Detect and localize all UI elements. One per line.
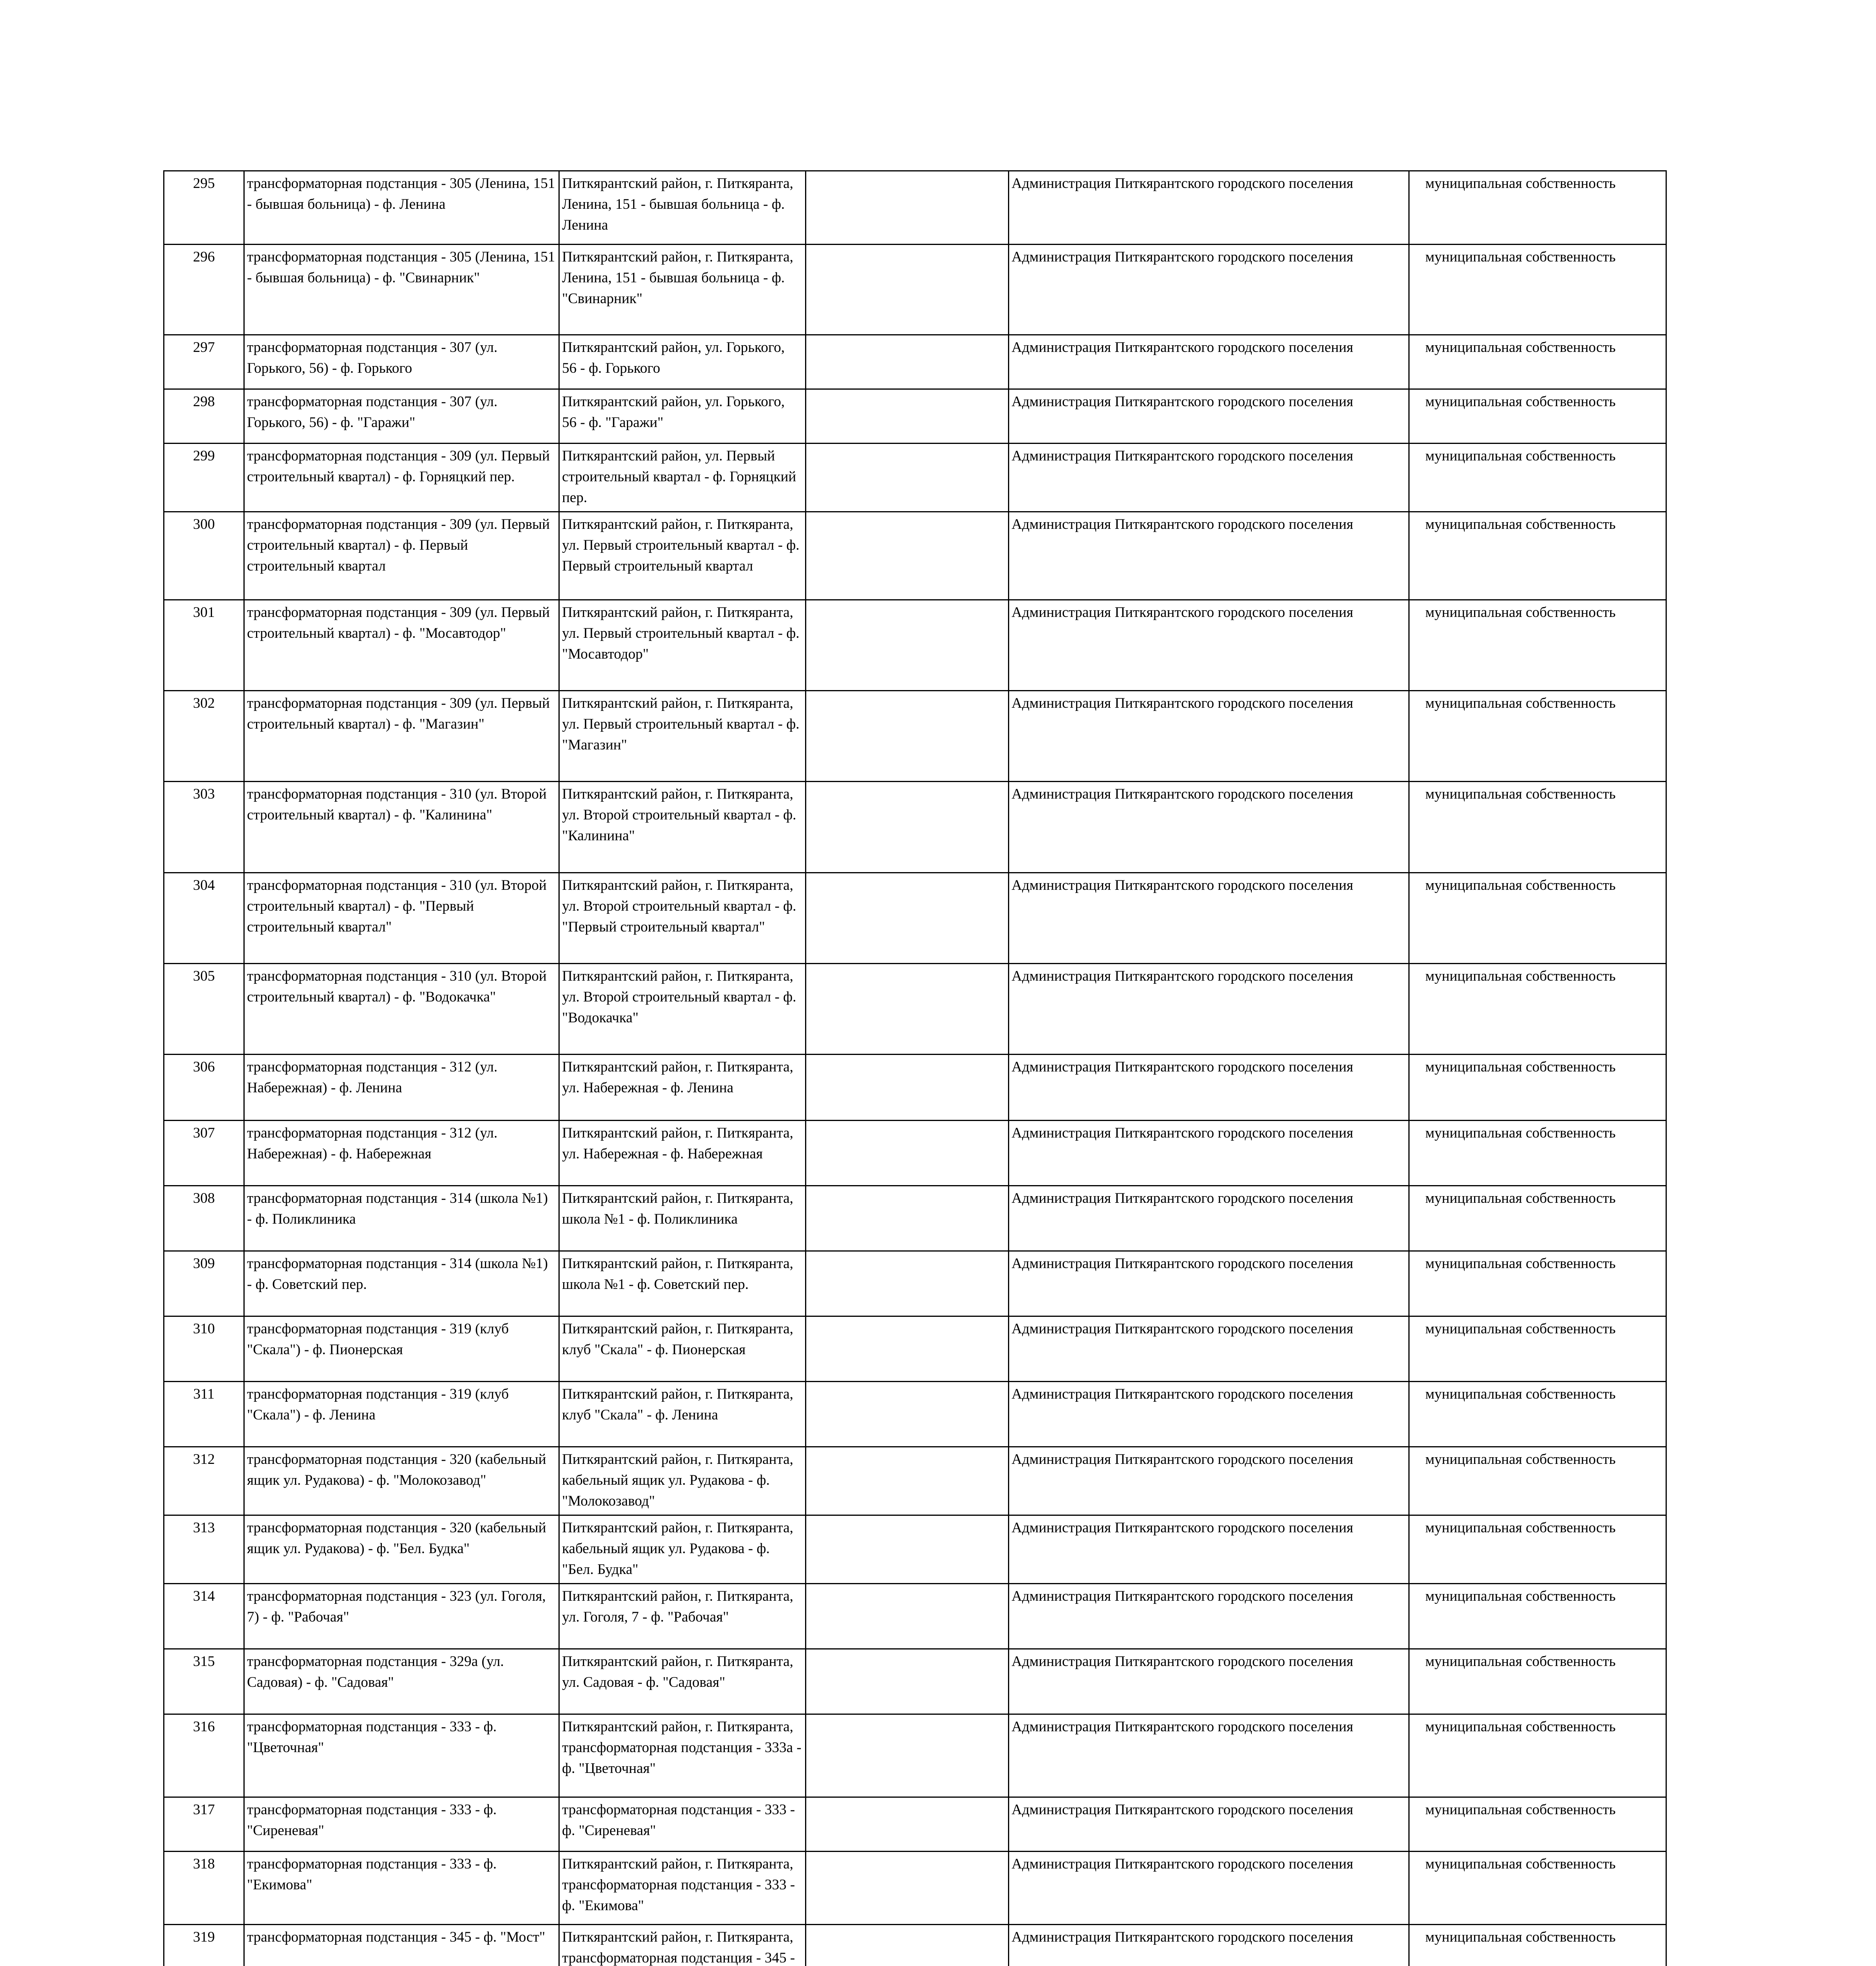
cell-empty: [806, 1649, 1009, 1714]
cell-ownership-form: муниципальная собственность: [1409, 782, 1666, 873]
cell-owner: Администрация Питкярантского городского поселения: [1009, 444, 1409, 512]
cell-number: 306: [164, 1055, 244, 1121]
cell-address: Питкярантский район, г. Питкяранта, трансформаторная подстанция - 345 -: [559, 1925, 806, 1966]
cell-address: Питкярантский район, г. Питкяранта, ул. Первый строительный квартал - ф. Первый строительный квартал: [559, 512, 806, 600]
table-row: [164, 1121, 1666, 1186]
table-row: [164, 171, 1666, 245]
cell-number: 303: [164, 782, 244, 873]
cell-number: 312: [164, 1447, 244, 1515]
cell-number: 319: [164, 1925, 244, 1966]
cell-number: 318: [164, 1852, 244, 1925]
cell-object-name: трансформаторная подстанция - 320 (кабельный ящик ул. Рудакова) - ф. "Молокозавод": [244, 1447, 559, 1515]
table-row: [164, 1925, 1666, 1966]
property-registry-table: [163, 170, 1667, 1966]
cell-ownership-form: муниципальная собственность: [1409, 1515, 1666, 1584]
cell-owner: Администрация Питкярантского городского поселения: [1009, 245, 1409, 335]
cell-empty: [806, 1714, 1009, 1797]
cell-address: Питкярантский район, г. Питкяранта, клуб "Скала" - ф. Пионерская: [559, 1316, 806, 1382]
cell-ownership-form: муниципальная собственность: [1409, 691, 1666, 782]
cell-address: Питкярантский район, г. Питкяранта, ул. Второй строительный квартал - ф. "Водокачка": [559, 964, 806, 1055]
cell-owner: Администрация Питкярантского городского поселения: [1009, 1316, 1409, 1382]
cell-address: Питкярантский район, г. Питкяранта, ул. Первый строительный квартал - ф. "Магазин": [559, 691, 806, 782]
cell-object-name: трансформаторная подстанция - 309 (ул. Первый строительный квартал) - ф. "Мосавтодор": [244, 600, 559, 691]
cell-ownership-form: муниципальная собственность: [1409, 245, 1666, 335]
cell-owner: Администрация Питкярантского городского поселения: [1009, 512, 1409, 600]
cell-ownership-form: муниципальная собственность: [1409, 1382, 1666, 1447]
cell-ownership-form: муниципальная собственность: [1409, 1251, 1666, 1316]
cell-number: 296: [164, 245, 244, 335]
cell-number: 299: [164, 444, 244, 512]
cell-owner: Администрация Питкярантского городского поселения: [1009, 782, 1409, 873]
cell-object-name: трансформаторная подстанция - 310 (ул. Второй строительный квартал) - ф. "Водокачка": [244, 964, 559, 1055]
cell-address: трансформаторная подстанция - 333 - ф. "Сиреневая": [559, 1797, 806, 1852]
table-row: [164, 1316, 1666, 1382]
cell-owner: Администрация Питкярантского городского поселения: [1009, 1186, 1409, 1251]
cell-address: Питкярантский район, г. Питкяранта, ул. Гоголя, 7 - ф. "Рабочая": [559, 1584, 806, 1649]
cell-address: Питкярантский район, г. Питкяранта, ул. Первый строительный квартал - ф. "Мосавтодор": [559, 600, 806, 691]
cell-empty: [806, 1251, 1009, 1316]
cell-address: Питкярантский район, г. Питкяранта, школа №1 - ф. Поликлиника: [559, 1186, 806, 1251]
cell-ownership-form: муниципальная собственность: [1409, 444, 1666, 512]
cell-number: 314: [164, 1584, 244, 1649]
cell-address: Питкярантский район, г. Питкяранта, кабельный ящик ул. Рудакова - ф. "Молокозавод": [559, 1447, 806, 1515]
cell-empty: [806, 1852, 1009, 1925]
cell-number: 307: [164, 1121, 244, 1186]
cell-owner: Администрация Питкярантского городского поселения: [1009, 1797, 1409, 1852]
cell-empty: [806, 600, 1009, 691]
cell-object-name: трансформаторная подстанция - 310 (ул. Второй строительный квартал) - ф. "Первый строительный квартал": [244, 873, 559, 964]
cell-ownership-form: муниципальная собственность: [1409, 1447, 1666, 1515]
cell-owner: Администрация Питкярантского городского поселения: [1009, 1055, 1409, 1121]
cell-number: 302: [164, 691, 244, 782]
cell-number: 305: [164, 964, 244, 1055]
cell-empty: [806, 1186, 1009, 1251]
table-row: [164, 600, 1666, 691]
cell-number: 317: [164, 1797, 244, 1852]
cell-ownership-form: муниципальная собственность: [1409, 389, 1666, 444]
cell-number: 301: [164, 600, 244, 691]
cell-number: 304: [164, 873, 244, 964]
cell-empty: [806, 1055, 1009, 1121]
table-row: [164, 1584, 1666, 1649]
cell-ownership-form: муниципальная собственность: [1409, 512, 1666, 600]
cell-number: 308: [164, 1186, 244, 1251]
cell-empty: [806, 1584, 1009, 1649]
cell-owner: Администрация Питкярантского городского поселения: [1009, 600, 1409, 691]
cell-number: 316: [164, 1714, 244, 1797]
table-row: [164, 245, 1666, 335]
cell-address: Питкярантский район, г. Питкяранта, ул. Набережная - ф. Ленина: [559, 1055, 806, 1121]
cell-owner: Администрация Питкярантского городского поселения: [1009, 964, 1409, 1055]
table-row: [164, 1382, 1666, 1447]
cell-address: Питкярантский район, г. Питкяранта, клуб "Скала" - ф. Ленина: [559, 1382, 806, 1447]
cell-object-name: трансформаторная подстанция - 333 - ф. "Сиреневая": [244, 1797, 559, 1852]
cell-address: Питкярантский район, г. Питкяранта, трансформаторная подстанция - 333а - ф. "Цветочная": [559, 1714, 806, 1797]
cell-object-name: трансформаторная подстанция - 323 (ул. Гоголя, 7) - ф. "Рабочая": [244, 1584, 559, 1649]
cell-address: Питкярантский район, г. Питкяранта, Ленина, 151 - бывшая больница - ф. "Свинарник": [559, 245, 806, 335]
cell-address: Питкярантский район, г. Питкяранта, трансформаторная подстанция - 333 - ф. "Екимова": [559, 1852, 806, 1925]
table-row: [164, 691, 1666, 782]
cell-owner: Администрация Питкярантского городского поселения: [1009, 873, 1409, 964]
table-row: [164, 1797, 1666, 1852]
table-row: [164, 782, 1666, 873]
cell-owner: Администрация Питкярантского городского поселения: [1009, 1382, 1409, 1447]
cell-owner: Администрация Питкярантского городского поселения: [1009, 1714, 1409, 1797]
cell-object-name: трансформаторная подстанция - 312 (ул. Набережная) - ф. Ленина: [244, 1055, 559, 1121]
cell-ownership-form: муниципальная собственность: [1409, 1316, 1666, 1382]
cell-address: Питкярантский район, г. Питкяранта, ул. Садовая - ф. "Садовая": [559, 1649, 806, 1714]
cell-object-name: трансформаторная подстанция - 307 (ул. Горького, 56) - ф. Горького: [244, 335, 559, 389]
table-row: [164, 389, 1666, 444]
cell-empty: [806, 335, 1009, 389]
cell-object-name: трансформаторная подстанция - 329а (ул. Садовая) - ф. "Садовая": [244, 1649, 559, 1714]
cell-address: Питкярантский район, г. Питкяранта, ул. Набережная - ф. Набережная: [559, 1121, 806, 1186]
cell-ownership-form: муниципальная собственность: [1409, 1055, 1666, 1121]
cell-owner: Администрация Питкярантского городского поселения: [1009, 1852, 1409, 1925]
cell-ownership-form: муниципальная собственность: [1409, 1121, 1666, 1186]
cell-ownership-form: муниципальная собственность: [1409, 1584, 1666, 1649]
cell-ownership-form: муниципальная собственность: [1409, 600, 1666, 691]
cell-object-name: трансформаторная подстанция - 309 (ул. Первый строительный квартал) - ф. "Магазин": [244, 691, 559, 782]
cell-ownership-form: муниципальная собственность: [1409, 1649, 1666, 1714]
cell-ownership-form: муниципальная собственность: [1409, 1186, 1666, 1251]
cell-number: 295: [164, 171, 244, 245]
cell-ownership-form: муниципальная собственность: [1409, 1714, 1666, 1797]
cell-address: Питкярантский район, г. Питкяранта, кабельный ящик ул. Рудакова - ф. "Бел. Будка": [559, 1515, 806, 1584]
cell-number: 310: [164, 1316, 244, 1382]
cell-ownership-form: муниципальная собственность: [1409, 1852, 1666, 1925]
cell-address: Питкярантский район, г. Питкяранта, Ленина, 151 - бывшая больница - ф. Ленина: [559, 171, 806, 245]
cell-empty: [806, 1382, 1009, 1447]
cell-object-name: трансформаторная подстанция - 307 (ул. Горького, 56) - ф. "Гаражи": [244, 389, 559, 444]
cell-number: 315: [164, 1649, 244, 1714]
cell-owner: Администрация Питкярантского городского поселения: [1009, 335, 1409, 389]
cell-object-name: трансформаторная подстанция - 312 (ул. Набережная) - ф. Набережная: [244, 1121, 559, 1186]
cell-number: 297: [164, 335, 244, 389]
cell-empty: [806, 444, 1009, 512]
cell-number: 309: [164, 1251, 244, 1316]
cell-owner: Администрация Питкярантского городского поселения: [1009, 1925, 1409, 1966]
cell-number: 313: [164, 1515, 244, 1584]
table-row: [164, 512, 1666, 600]
cell-address: Питкярантский район, ул. Первый строительный квартал - ф. Горняцкий пер.: [559, 444, 806, 512]
cell-object-name: трансформаторная подстанция - 314 (школа №1) - ф. Поликлиника: [244, 1186, 559, 1251]
cell-ownership-form: муниципальная собственность: [1409, 1797, 1666, 1852]
cell-empty: [806, 691, 1009, 782]
cell-address: Питкярантский район, ул. Горького, 56 - ф. "Гаражи": [559, 389, 806, 444]
table-row: [164, 1852, 1666, 1925]
cell-number: 298: [164, 389, 244, 444]
table-row: [164, 873, 1666, 964]
table-row: [164, 964, 1666, 1055]
cell-address: Питкярантский район, г. Питкяранта, школа №1 - ф. Советский пер.: [559, 1251, 806, 1316]
cell-object-name: трансформаторная подстанция - 333 - ф. "Екимова": [244, 1852, 559, 1925]
cell-empty: [806, 512, 1009, 600]
cell-number: 300: [164, 512, 244, 600]
cell-empty: [806, 1925, 1009, 1966]
table-row: [164, 1186, 1666, 1251]
cell-empty: [806, 782, 1009, 873]
cell-object-name: трансформаторная подстанция - 314 (школа №1) - ф. Советский пер.: [244, 1251, 559, 1316]
table-row: [164, 1055, 1666, 1121]
cell-object-name: трансформаторная подстанция - 333 - ф. "Цветочная": [244, 1714, 559, 1797]
cell-empty: [806, 1121, 1009, 1186]
cell-empty: [806, 1316, 1009, 1382]
cell-owner: Администрация Питкярантского городского поселения: [1009, 389, 1409, 444]
cell-address: Питкярантский район, г. Питкяранта, ул. Второй строительный квартал - ф. "Первый строительный квартал": [559, 873, 806, 964]
cell-owner: Администрация Питкярантского городского поселения: [1009, 691, 1409, 782]
cell-empty: [806, 389, 1009, 444]
cell-object-name: трансформаторная подстанция - 305 (Ленина, 151 - бывшая больница) - ф. Ленина: [244, 171, 559, 245]
cell-empty: [806, 171, 1009, 245]
cell-empty: [806, 1447, 1009, 1515]
table-row: [164, 335, 1666, 389]
table-row: [164, 1714, 1666, 1797]
cell-owner: Администрация Питкярантского городского поселения: [1009, 1649, 1409, 1714]
cell-empty: [806, 245, 1009, 335]
cell-empty: [806, 873, 1009, 964]
cell-object-name: трансформаторная подстанция - 319 (клуб "Скала") - ф. Ленина: [244, 1382, 559, 1447]
cell-number: 311: [164, 1382, 244, 1447]
cell-address: Питкярантский район, ул. Горького, 56 - ф. Горького: [559, 335, 806, 389]
cell-owner: Администрация Питкярантского городского поселения: [1009, 1121, 1409, 1186]
cell-owner: Администрация Питкярантского городского поселения: [1009, 1447, 1409, 1515]
cell-ownership-form: муниципальная собственность: [1409, 171, 1666, 245]
cell-object-name: трансформаторная подстанция - 345 - ф. "Мост": [244, 1925, 559, 1966]
cell-owner: Администрация Питкярантского городского поселения: [1009, 1251, 1409, 1316]
cell-address: Питкярантский район, г. Питкяранта, ул. Второй строительный квартал - ф. "Калинина": [559, 782, 806, 873]
table-body: [164, 171, 1666, 1966]
cell-ownership-form: муниципальная собственность: [1409, 964, 1666, 1055]
cell-owner: Администрация Питкярантского городского поселения: [1009, 1515, 1409, 1584]
table-row: [164, 1251, 1666, 1316]
cell-ownership-form: муниципальная собственность: [1409, 1925, 1666, 1966]
table-row: [164, 1649, 1666, 1714]
cell-object-name: трансформаторная подстанция - 309 (ул. Первый строительный квартал) - ф. Первый строительный квартал: [244, 512, 559, 600]
cell-object-name: трансформаторная подстанция - 309 (ул. Первый строительный квартал) - ф. Горняцкий пер.: [244, 444, 559, 512]
cell-ownership-form: муниципальная собственность: [1409, 873, 1666, 964]
cell-ownership-form: муниципальная собственность: [1409, 335, 1666, 389]
cell-object-name: трансформаторная подстанция - 305 (Ленина, 151 - бывшая больница) - ф. "Свинарник": [244, 245, 559, 335]
cell-owner: Администрация Питкярантского городского поселения: [1009, 1584, 1409, 1649]
cell-empty: [806, 1797, 1009, 1852]
cell-object-name: трансформаторная подстанция - 310 (ул. Второй строительный квартал) - ф. "Калинина": [244, 782, 559, 873]
table-row: [164, 1447, 1666, 1515]
table-row: [164, 1515, 1666, 1584]
cell-object-name: трансформаторная подстанция - 319 (клуб "Скала") - ф. Пионерская: [244, 1316, 559, 1382]
cell-empty: [806, 1515, 1009, 1584]
cell-object-name: трансформаторная подстанция - 320 (кабельный ящик ул. Рудакова) - ф. "Бел. Будка": [244, 1515, 559, 1584]
cell-empty: [806, 964, 1009, 1055]
cell-owner: Администрация Питкярантского городского поселения: [1009, 171, 1409, 245]
table-row: [164, 444, 1666, 512]
